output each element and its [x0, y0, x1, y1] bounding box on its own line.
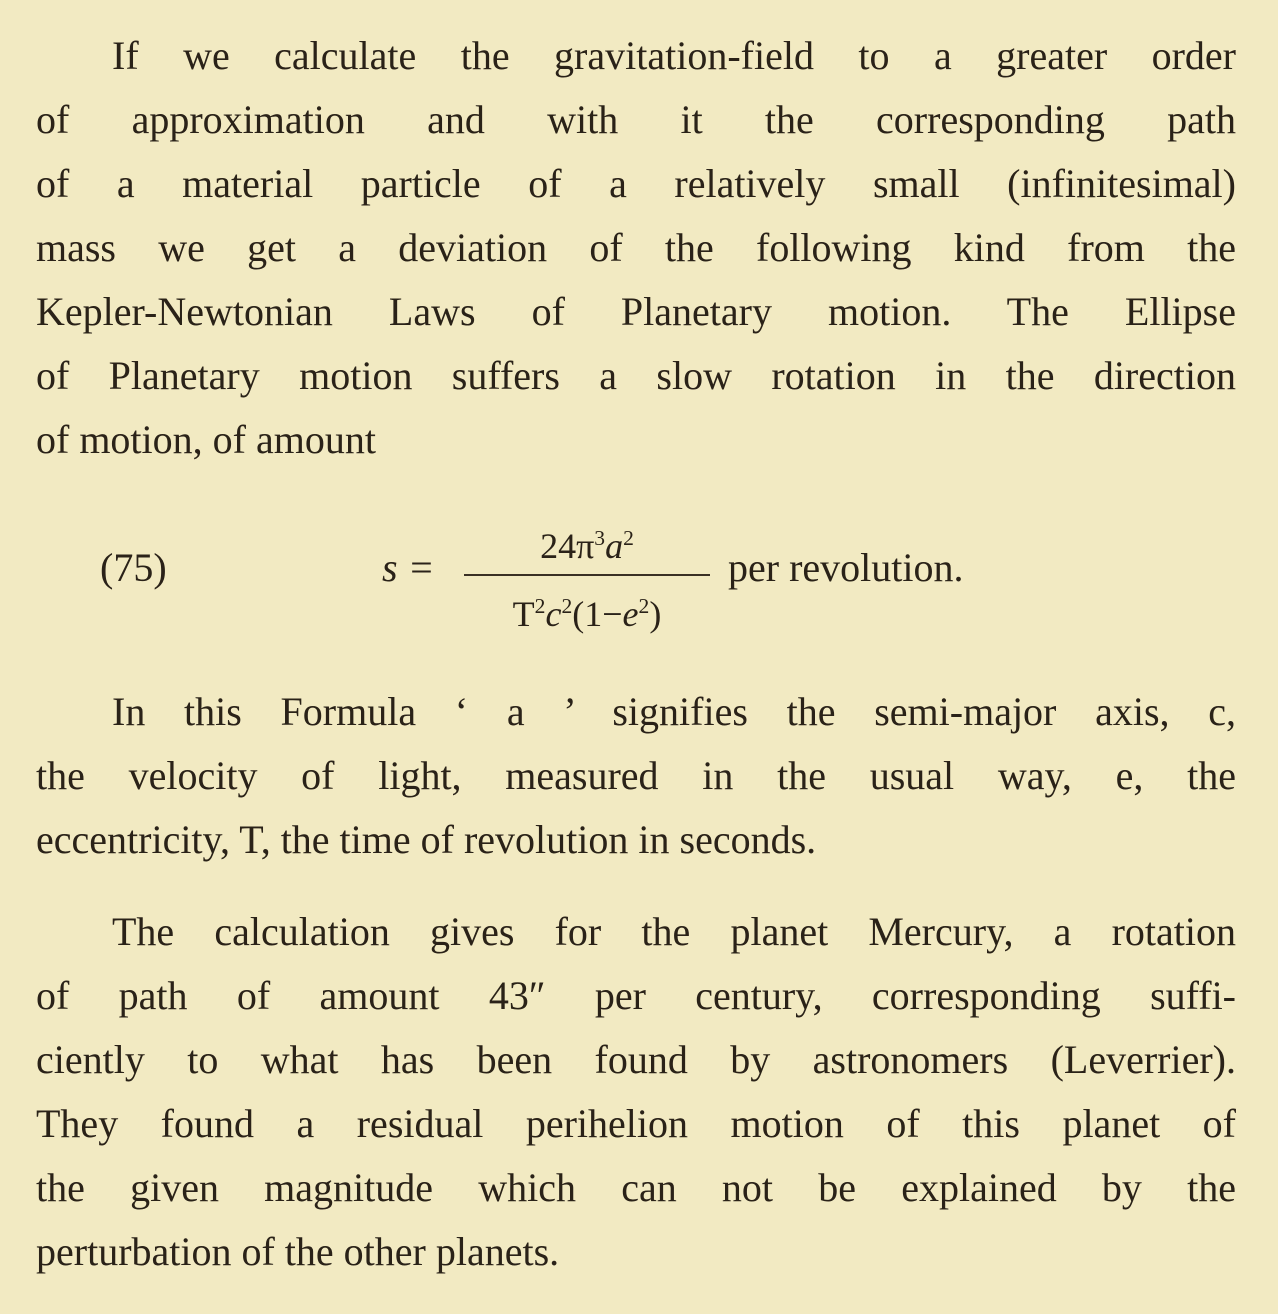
equation-75: [0, 500, 1278, 650]
denominator-c-exponent: 2: [561, 594, 573, 618]
text-line: of motion, of amount: [36, 417, 376, 462]
denominator-paren-close: ): [649, 594, 662, 634]
equation-lhs: s =: [382, 545, 435, 590]
text-line: In this Formula ‘ a ’ signifies the semi-major axis, c,: [112, 689, 1236, 734]
numerator-exponent-pi: 3: [594, 526, 606, 550]
text-line: of Planetary motion suffers a slow rotation in the direction: [36, 353, 1236, 398]
paragraph-gravitation-field: [36, 24, 1236, 472]
fraction-numerator: [456, 514, 718, 570]
text-line: The calculation gives for the planet Mercury, a rotation: [112, 909, 1236, 954]
text-line: the given magnitude which can not be explained by the: [36, 1165, 1236, 1210]
numerator-coefficient: 24π: [540, 526, 595, 566]
text-line: mass we get a deviation of the following kind from the: [36, 225, 1236, 270]
denominator-e: e: [622, 594, 639, 634]
text-line: the velocity of light, measured in the usual way, e, the: [36, 753, 1236, 798]
fraction-bar: [464, 574, 710, 576]
denominator-c: c: [545, 594, 562, 634]
numerator-variable-a: a: [605, 526, 624, 566]
text-line: perturbation of the other planets.: [36, 1229, 560, 1274]
equation-number: (75): [100, 545, 167, 590]
text-line: If we calculate the gravitation-field to a greater order: [112, 33, 1236, 78]
denominator-e-exponent: 2: [638, 594, 650, 618]
equation-tail: per revolution.: [728, 545, 964, 590]
text-line: of approximation and with it the corresponding path: [36, 97, 1236, 142]
numerator-exponent-a: 2: [623, 526, 634, 550]
text-line: eccentricity, T, the time of revolution in seconds.: [36, 817, 817, 862]
denominator-T: T: [512, 594, 535, 634]
denominator-T-exponent: 2: [534, 594, 546, 618]
denominator-paren-open: (1−: [572, 594, 623, 634]
text-line: They found a residual perihelion motion of this planet of: [36, 1101, 1236, 1146]
fraction-denominator: [456, 582, 718, 638]
text-line: of a material particle of a relatively small (infinitesimal): [36, 161, 1236, 206]
paragraph-mercury: [36, 900, 1236, 1284]
text-line: of path of amount 43″ per century, corresponding suffi-: [36, 973, 1236, 1018]
paragraph-formula-explanation: [36, 680, 1236, 872]
equation-fraction: [456, 514, 718, 638]
text-line: ciently to what has been found by astronomers (Leverrier).: [36, 1037, 1236, 1082]
text-line: Kepler-Newtonian Laws of Planetary motion. The Ellipse: [36, 289, 1236, 334]
